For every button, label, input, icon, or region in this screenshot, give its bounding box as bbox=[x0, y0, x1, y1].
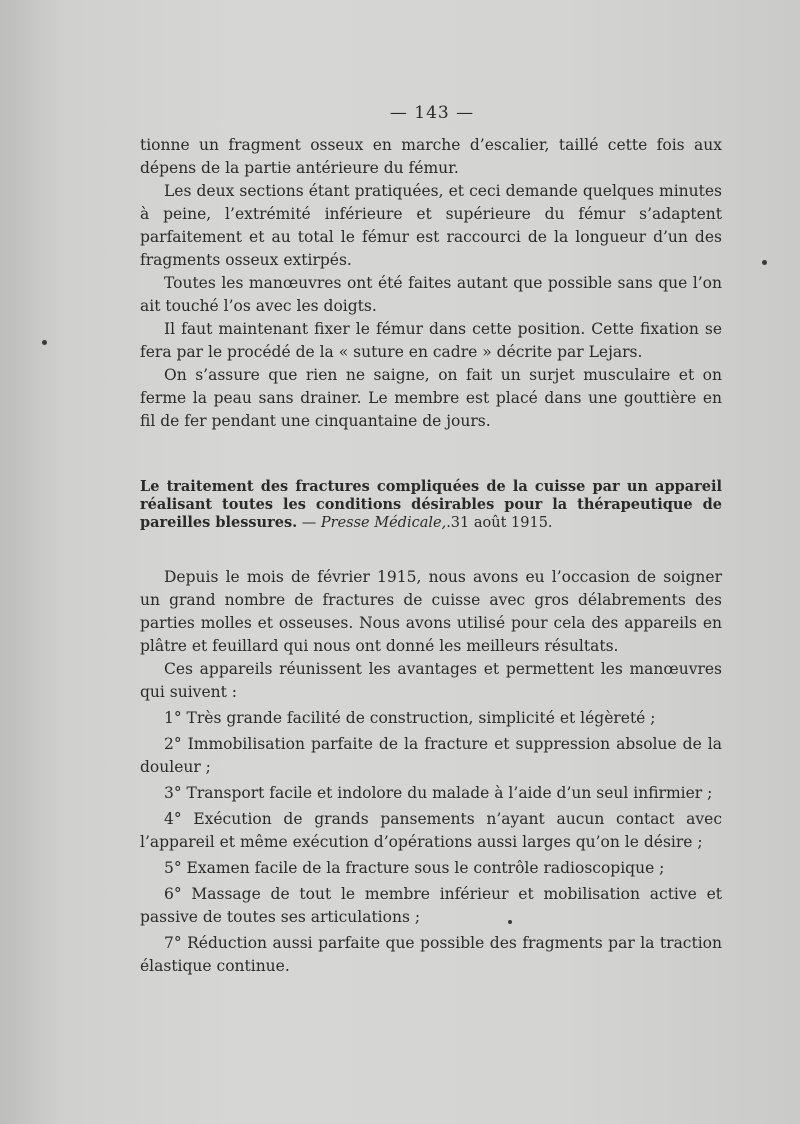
body-text-top bbox=[140, 134, 722, 433]
reference-date: .31 août 1915. bbox=[446, 515, 553, 531]
list-item: 3° Transport facile et indolore du malade à l’aide d’un seul infirmier ; bbox=[164, 784, 713, 802]
paragraph: Les deux sections étant pratiquées, et ceci demande quelques minutes à peine, l’extrémité inférieure et supérieure du fémur s’adaptent parfaitement et au total le fémur est raccourci de la longueur d’un des fragments osseux extirpés. bbox=[140, 182, 722, 269]
list-item: 1° Très grande facilité de construction, simplicité et légèreté ; bbox=[164, 709, 656, 727]
paper-speck bbox=[762, 260, 767, 265]
list-item: 7° Réduction aussi parfaite que possible des fragments par la traction élastique continue. bbox=[140, 934, 722, 975]
list-item: 4° Exécution de grands pansements n’ayant aucun contact avec l’appareil et même exécution d’opérations aussi larges qu’on le désire ; bbox=[140, 810, 722, 851]
list-item: 2° Immobilisation parfaite de la fracture et suppression absolue de la douleur ; bbox=[140, 735, 722, 776]
paragraph: On s’assure que rien ne saigne, on fait un surjet musculaire et on ferme la peau sans drainer. Le membre est placé dans une gouttière en fil de fer pendant une cinquantaine de jours. bbox=[140, 366, 722, 430]
paragraph: Il faut maintenant fixer le fémur dans cette position. Cette fixation se fera par le procédé de la « suture en cadre » décrite par Lejars. bbox=[140, 320, 722, 361]
paper-speck bbox=[508, 920, 512, 924]
reference-separator: — bbox=[297, 515, 321, 531]
paragraph: Ces appareils réunissent les avantages et permettent les manœuvres qui suivent : bbox=[140, 660, 722, 701]
article-reference bbox=[140, 478, 722, 532]
paragraph: Toutes les manœuvres ont été faites autant que possible sans que l’on ait touché l’os avec les doigts. bbox=[140, 274, 722, 315]
paper-speck bbox=[42, 340, 47, 345]
paragraph: Depuis le mois de février 1915, nous avons eu l’occasion de soigner un grand nombre de fractures de cuisse avec gros délabrements des parties molles et osseuses. Nous avons utilisé pour cela des appareils en plâtre et feuillard qui nous ont donné les meilleurs résultats. bbox=[140, 568, 722, 655]
page-number: — 143 — bbox=[389, 103, 475, 123]
reference-journal: Presse Médicale, bbox=[320, 515, 447, 531]
list-item: 6° Massage de tout le membre inférieur et mobilisation active et passive de toutes ses articulations ; bbox=[140, 885, 722, 926]
list-item: 5° Examen facile de la fracture sous le contrôle radioscopique ; bbox=[164, 859, 665, 877]
paragraph: tionne un fragment osseux en marche d’escalier, taillé cette fois aux dépens de la partie antérieure du fémur. bbox=[140, 136, 722, 177]
body-text-bottom bbox=[140, 566, 722, 978]
reference-title: Le traitement des fractures compliquées de la cuisse par un appareil réalisant toutes les conditions désirables pour la thérapeutique de pareilles blessures. bbox=[140, 478, 722, 531]
